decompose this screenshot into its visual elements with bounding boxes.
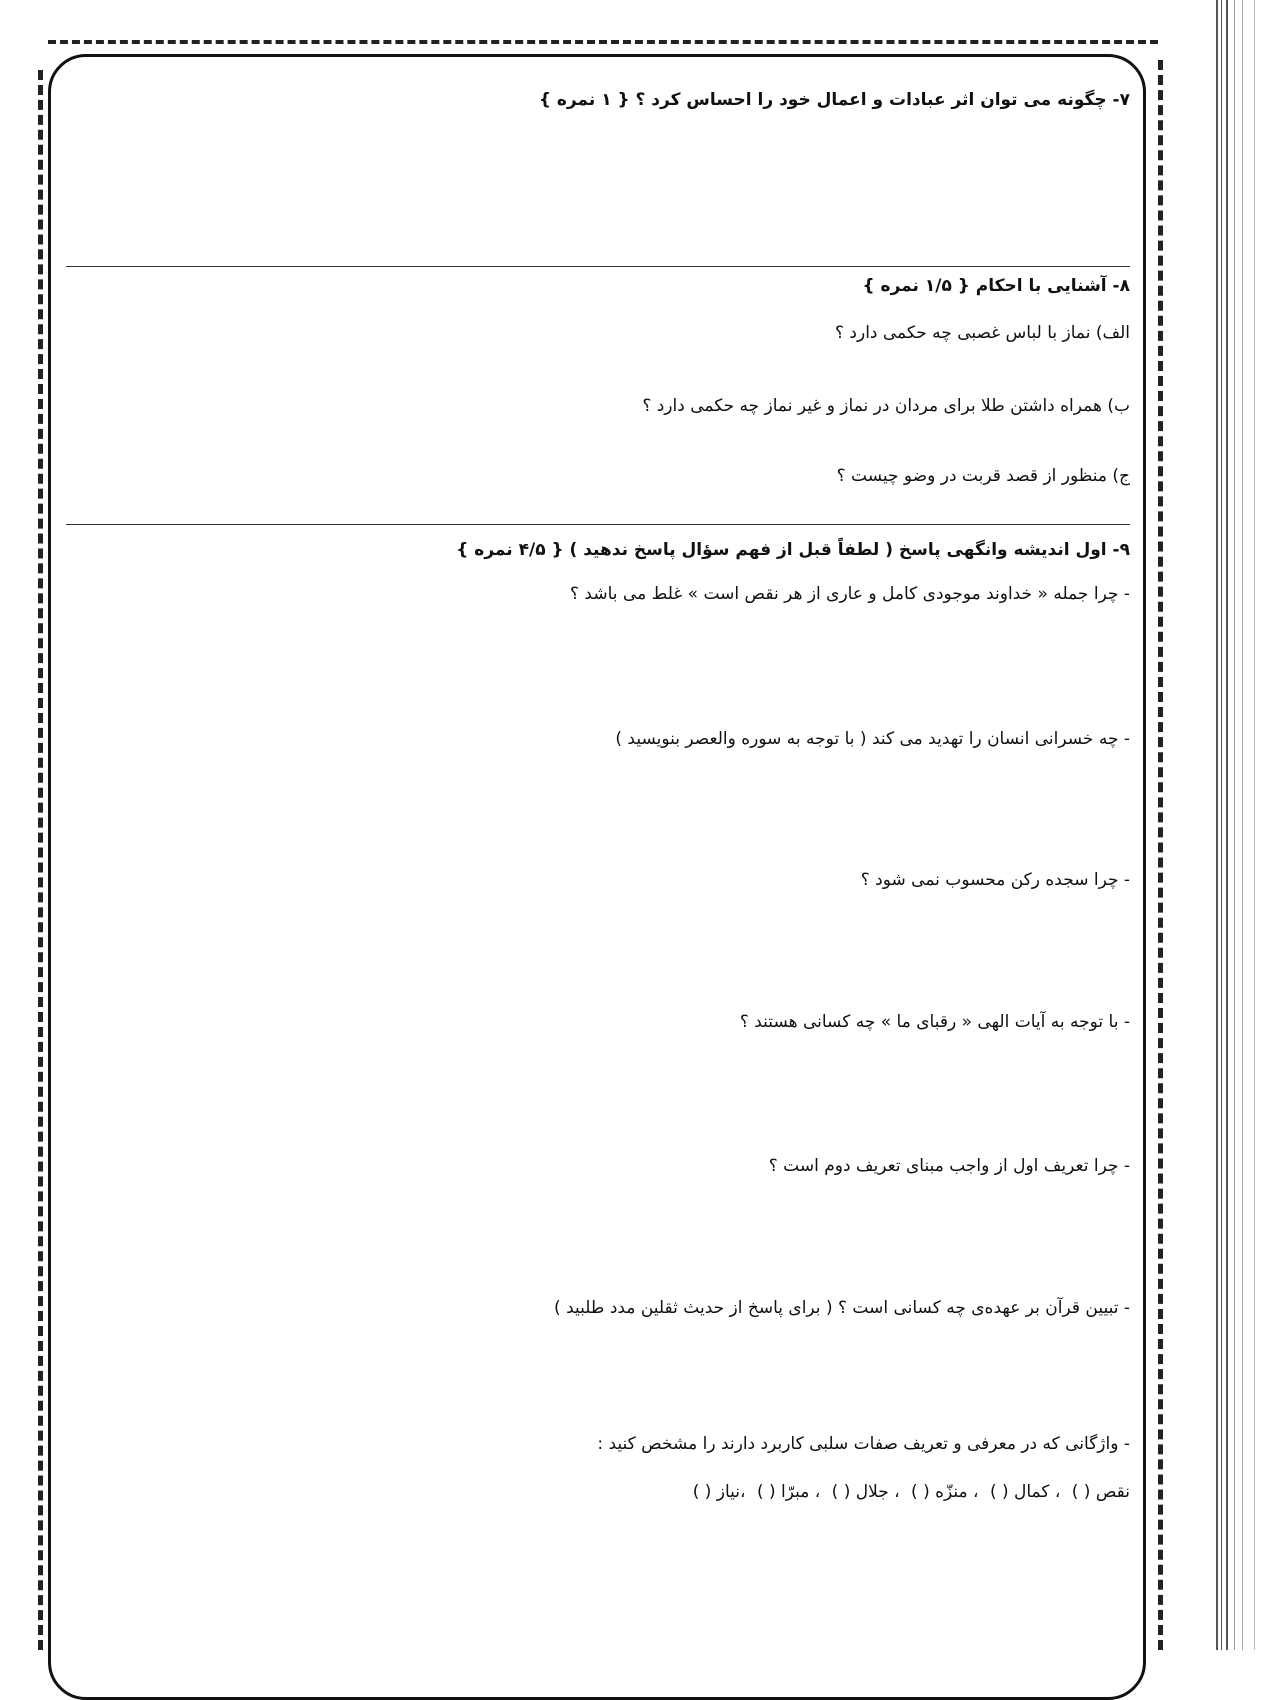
question-8-title: ۸- آشنایی با احکام { ۱/۵ نمره } bbox=[862, 276, 1130, 296]
option-blank[interactable]: ، کمال ( ) bbox=[989, 1482, 1061, 1502]
option-blank[interactable]: ، جلال ( ) bbox=[831, 1482, 900, 1502]
question-9-item-6: - تبیین قرآن بر عهده‌ی چه کسانی است ؟ ( برای پاسخ از حدیث ثقلین مدد طلبید ) bbox=[554, 1298, 1130, 1318]
question-8-a: الف) نماز با لباس غصبی چه حکمی دارد ؟ bbox=[834, 323, 1130, 343]
question-9-item-7: - واژگانی که در معرفی و تعریف صفات سلبی کاربرد دارند را مشخص کنید : bbox=[597, 1434, 1130, 1454]
question-9-title: ۹- اول اندیشه وانگهی پاسخ ( لطفاً قبل از فهم سؤال پاسخ ندهید ) { ۴/۵ نمره } bbox=[456, 540, 1130, 560]
binding-edge bbox=[1212, 0, 1275, 1650]
top-dashed-border bbox=[48, 40, 1158, 44]
option-blank[interactable]: ،نیاز ( ) bbox=[692, 1482, 746, 1502]
option-blank[interactable]: ، مبرّا ( ) bbox=[756, 1482, 821, 1502]
option-blank[interactable]: ، منزّه ( ) bbox=[911, 1482, 979, 1502]
question-9-item-4: - با توجه به آیات الهی « رقبای ما » چه کسانی هستند ؟ bbox=[739, 1012, 1130, 1032]
right-dashed-border bbox=[1158, 60, 1163, 1650]
left-dashed-border bbox=[38, 70, 43, 1650]
question-8-b: ب) همراه داشتن طلا برای مردان در نماز و غیر نماز چه حکمی دارد ؟ bbox=[642, 396, 1130, 416]
section-divider bbox=[66, 524, 1130, 525]
section-divider bbox=[66, 266, 1130, 267]
question-8-c: ج) منظور از قصد قربت در وضو چیست ؟ bbox=[836, 466, 1130, 486]
question-9-item-5: - چرا تعریف اول از واجب مبنای تعریف دوم است ؟ bbox=[768, 1156, 1130, 1176]
question-9-item-3: - چرا سجده رکن محسوب نمی شود ؟ bbox=[860, 870, 1130, 890]
exam-content bbox=[66, 64, 1130, 1654]
option-blank[interactable]: نقص ( ) bbox=[1071, 1482, 1130, 1502]
question-9-item-1: - چرا جمله « خداوند موجودی کامل و عاری از هر نقص است » غلط می باشد ؟ bbox=[570, 584, 1130, 604]
question-7: ۷- چگونه می توان اثر عبادات و اعمال خود را احساس کرد ؟ { ۱ نمره } bbox=[538, 90, 1130, 110]
fill-in-options-row bbox=[130, 1480, 1130, 1504]
question-9-item-2: - چه خسرانی انسان را تهدید می کند ( با توجه به سوره والعصر بنویسید ) bbox=[615, 729, 1130, 749]
